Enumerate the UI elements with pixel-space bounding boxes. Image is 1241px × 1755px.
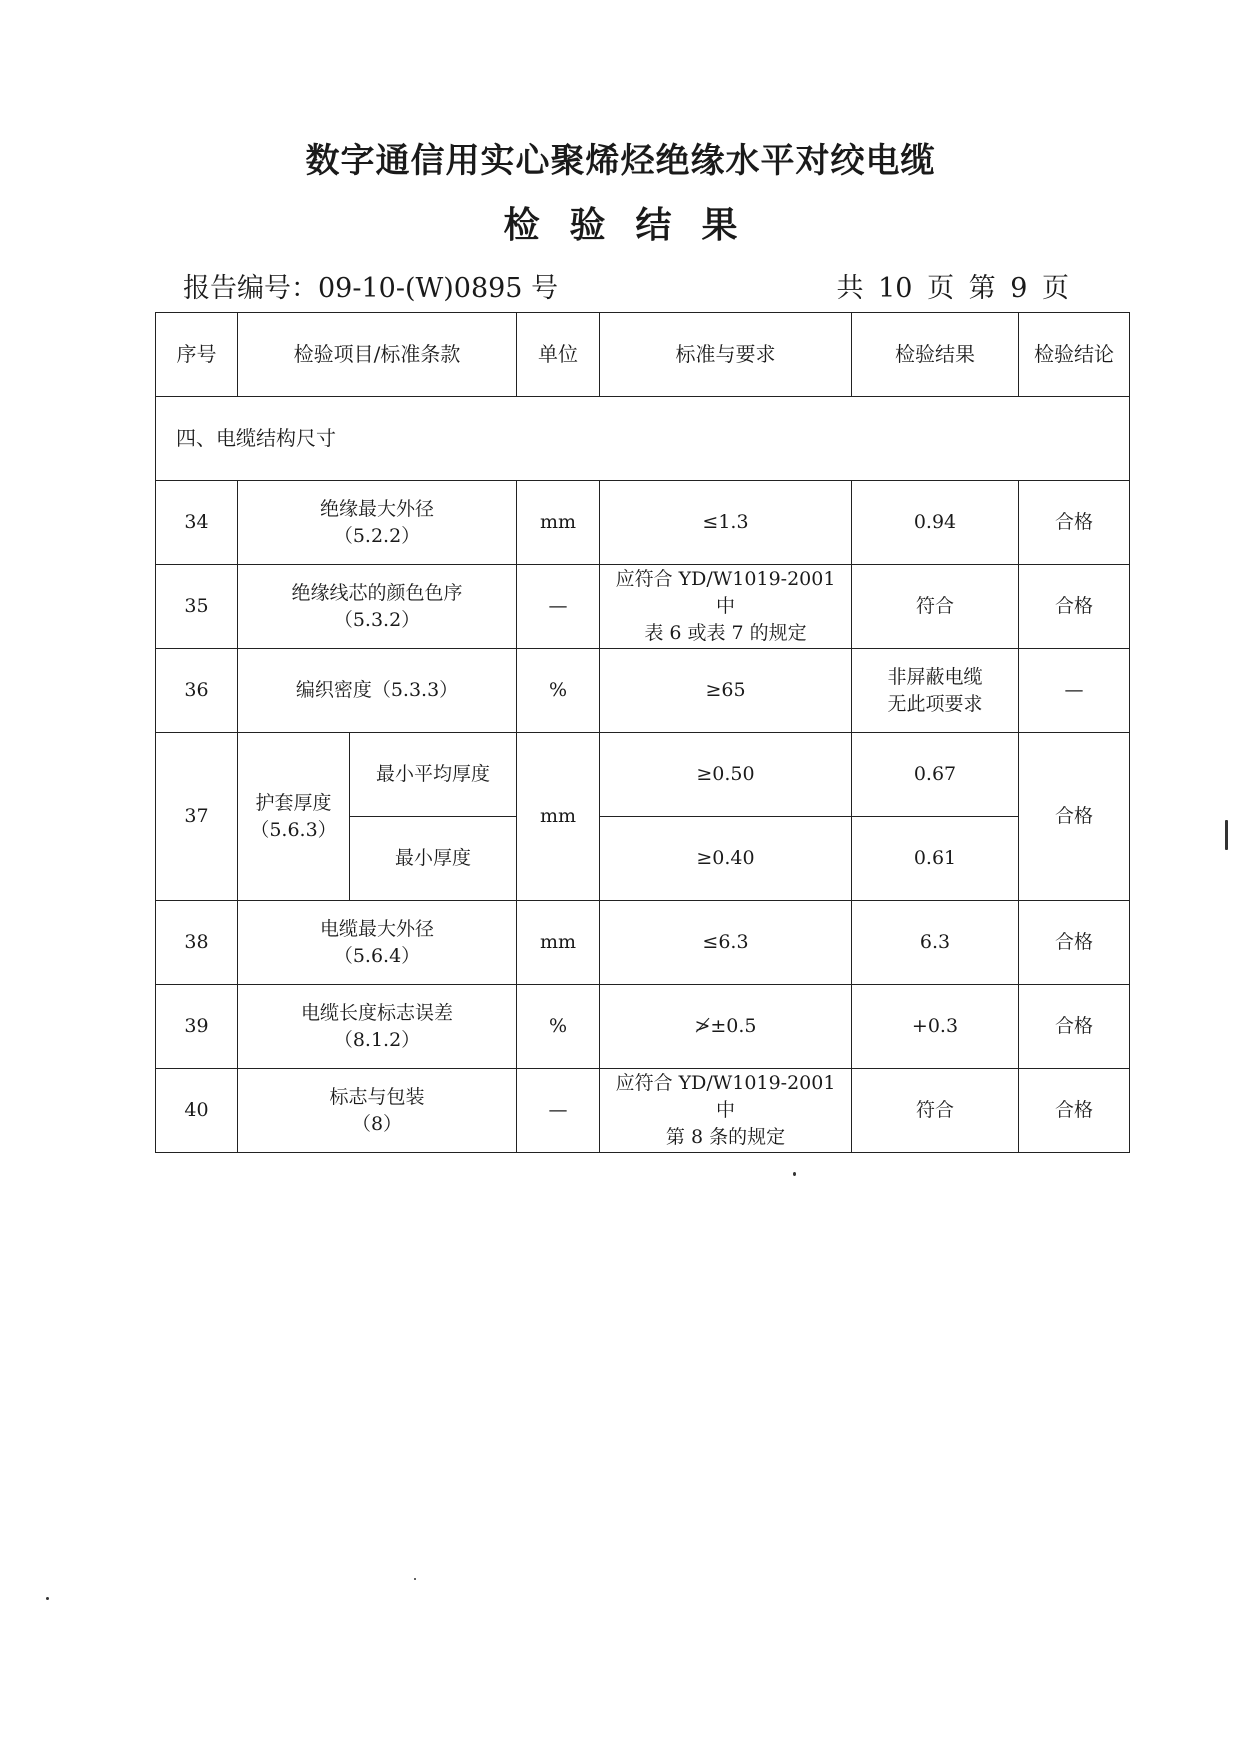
table-row — [156, 1069, 1130, 1153]
row-result: 符合 — [852, 565, 1019, 649]
row-unit: % — [517, 649, 600, 733]
table-row — [156, 565, 1130, 649]
row-result: 0.94 — [852, 481, 1019, 565]
row-conclusion: 合格 — [1019, 565, 1130, 649]
row-seq: 35 — [156, 565, 238, 649]
table-row — [156, 901, 1130, 985]
row-subitem: 最小厚度 — [350, 817, 517, 901]
table-row — [156, 481, 1130, 565]
row-requirement: ≤1.3 — [600, 481, 852, 565]
row-result: 非屏蔽电缆 无此项要求 — [852, 649, 1019, 733]
row-result: 6.3 — [852, 901, 1019, 985]
row-item: 绝缘最大外径 （5.2.2） — [238, 481, 517, 565]
row-item: 标志与包装 （8） — [238, 1069, 517, 1153]
row-item: 电缆最大外径 （5.6.4） — [238, 901, 517, 985]
row-seq: 37 — [156, 733, 238, 901]
row-result: 0.67 — [852, 733, 1019, 817]
row-seq: 39 — [156, 985, 238, 1069]
section-row — [156, 397, 1130, 481]
row-subitem: 最小平均厚度 — [350, 733, 517, 817]
scan-speck — [414, 1578, 416, 1580]
scan-speck — [793, 1172, 796, 1176]
row-item: 绝缘线芯的颜色色序 （5.3.2） — [238, 565, 517, 649]
row-seq: 36 — [156, 649, 238, 733]
header-conclusion: 检验结论 — [1019, 313, 1130, 397]
row-seq: 34 — [156, 481, 238, 565]
row-conclusion: 合格 — [1019, 481, 1130, 565]
section-title: 四、电缆结构尺寸 — [156, 397, 1130, 481]
row-requirement: 应符合 YD/W1019-2001 中 表 6 或表 7 的规定 — [600, 565, 852, 649]
row-conclusion: 合格 — [1019, 901, 1130, 985]
header-seq: 序号 — [156, 313, 238, 397]
row-requirement: ≥65 — [600, 649, 852, 733]
row-unit: % — [517, 985, 600, 1069]
row-result: +0.3 — [852, 985, 1019, 1069]
row-requirement: ≥0.40 — [600, 817, 852, 901]
row-conclusion: — — [1019, 649, 1130, 733]
row-unit: mm — [517, 481, 600, 565]
results-table — [155, 312, 1130, 1153]
page-info: 共 10 页 第 9 页 — [836, 273, 1069, 304]
report-number: 报告编号：09-10-(W)0895 号 — [183, 273, 559, 304]
scan-speck — [1225, 820, 1228, 850]
row-requirement: ≯±0.5 — [600, 985, 852, 1069]
table-row — [156, 985, 1130, 1069]
header-unit: 单位 — [517, 313, 600, 397]
table-row — [156, 733, 1130, 817]
row-result: 0.61 — [852, 817, 1019, 901]
header-item: 检验项目/标准条款 — [238, 313, 517, 397]
row-item: 电缆长度标志误差 （8.1.2） — [238, 985, 517, 1069]
document-title: 数字通信用实心聚烯烃绝缘水平对绞电缆 — [305, 141, 936, 181]
scan-speck — [46, 1597, 49, 1600]
row-requirement: 应符合 YD/W1019-2001 中 第 8 条的规定 — [600, 1069, 852, 1153]
row-unit: mm — [517, 901, 600, 985]
row-item: 护套厚度 （5.6.3） — [238, 733, 350, 901]
row-seq: 40 — [156, 1069, 238, 1153]
row-seq: 38 — [156, 901, 238, 985]
row-requirement: ≥0.50 — [600, 733, 852, 817]
row-conclusion: 合格 — [1019, 985, 1130, 1069]
row-conclusion: 合格 — [1019, 733, 1130, 901]
header-result: 检验结果 — [852, 313, 1019, 397]
table-row — [156, 649, 1130, 733]
row-item: 编织密度（5.3.3） — [238, 649, 517, 733]
row-requirement: ≤6.3 — [600, 901, 852, 985]
row-unit: — — [517, 565, 600, 649]
row-unit: — — [517, 1069, 600, 1153]
row-unit: mm — [517, 733, 600, 901]
document-subtitle: 检验结果 — [503, 205, 768, 246]
row-conclusion: 合格 — [1019, 1069, 1130, 1153]
header-requirement: 标准与要求 — [600, 313, 852, 397]
row-result: 符合 — [852, 1069, 1019, 1153]
table-header-row — [156, 313, 1130, 397]
